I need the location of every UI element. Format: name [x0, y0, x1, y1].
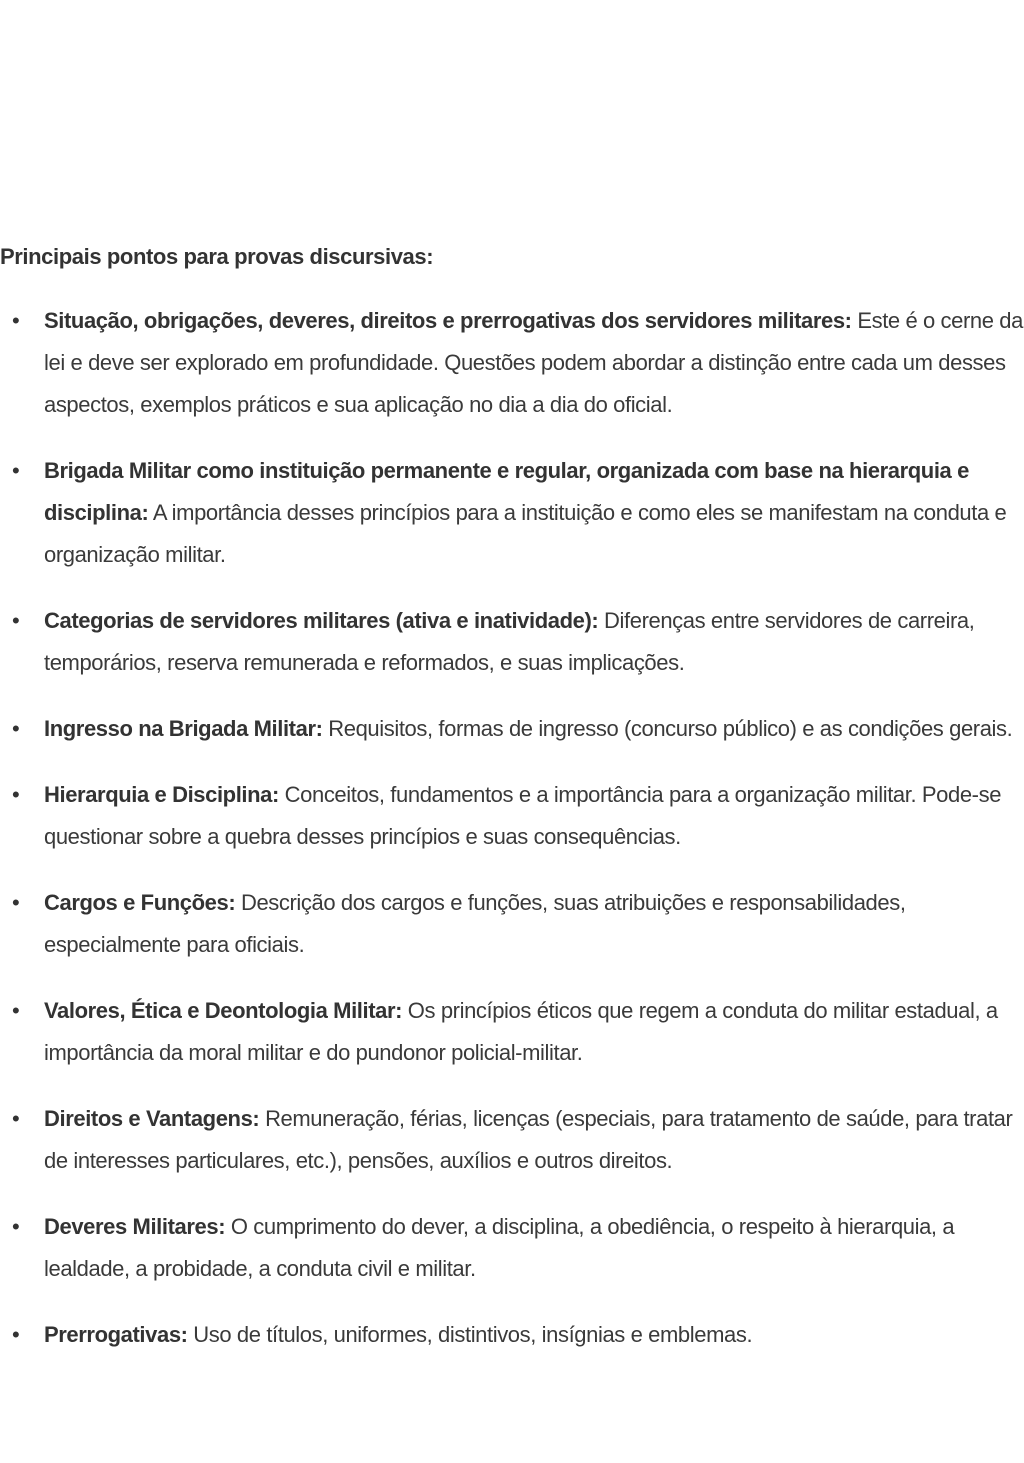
bullet-icon: •	[12, 1106, 20, 1131]
point-text: Remuneração, férias, licenças (especiais, para tratamento de saúde, para tratar de interesses particulares, etc.), pensões, auxílios e outros direitos.	[44, 1106, 1013, 1173]
bullet-icon: •	[12, 1322, 20, 1347]
list-item	[0, 1098, 1024, 1182]
point-title: Cargos e Funções:	[44, 890, 236, 915]
bullet-icon: •	[12, 308, 20, 333]
list-item	[0, 1206, 1024, 1290]
point-title: Deveres Militares:	[44, 1214, 226, 1239]
point-title: Ingresso na Brigada Militar:	[44, 716, 323, 741]
point-text: Diferenças entre servidores de carreira, temporários, reserva remunerada e reformados, e suas implicações.	[44, 608, 975, 675]
point-title: Valores, Ética e Deontologia Militar:	[44, 998, 403, 1023]
point-text: O cumprimento do dever, a disciplina, a obediência, o respeito à hierarquia, a lealdade, a probidade, a conduta civil e militar.	[44, 1214, 955, 1281]
list-item	[0, 708, 1024, 750]
document-body	[0, 236, 1024, 1380]
point-text: Requisitos, formas de ingresso (concurso público) e as condições gerais.	[328, 716, 1013, 741]
bullet-icon: •	[12, 890, 20, 915]
point-text: Uso de títulos, uniformes, distintivos, insígnias e emblemas.	[193, 1322, 753, 1347]
point-title: Prerrogativas:	[44, 1322, 188, 1347]
bullet-icon: •	[12, 608, 20, 633]
point-title: Situação, obrigações, deveres, direitos e prerrogativas dos servidores militares:	[44, 308, 852, 333]
point-text: Este é o cerne da lei e deve ser explorado em profundidade. Questões podem abordar a distinção entre cada um desses aspectos, exemplos práticos e sua aplicação no dia a dia do oficial.	[44, 308, 1023, 417]
point-title: Categorias de servidores militares (ativa e inatividade):	[44, 608, 599, 633]
section-heading: Principais pontos para provas discursivas:	[0, 244, 434, 269]
list-item	[0, 450, 1024, 576]
list-item	[0, 882, 1024, 966]
bullet-icon: •	[12, 458, 20, 483]
bullet-icon: •	[12, 716, 20, 741]
point-title: Hierarquia e Disciplina:	[44, 782, 279, 807]
key-points-list	[0, 300, 1024, 1356]
list-item	[0, 990, 1024, 1074]
point-title: Brigada Militar como instituição permanente e regular, organizada com base na hierarquia e disciplina:	[44, 458, 969, 525]
list-item	[0, 1314, 1024, 1356]
point-text: Conceitos, fundamentos e a importância para a organização militar. Pode-se questionar sobre a quebra desses princípios e suas consequências.	[44, 782, 1002, 849]
bullet-icon: •	[12, 998, 20, 1023]
bullet-icon: •	[12, 1214, 20, 1239]
point-text: Descrição dos cargos e funções, suas atribuições e responsabilidades, especialmente para oficiais.	[44, 890, 906, 957]
point-text: Os princípios éticos que regem a conduta do militar estadual, a importância da moral militar e do pundonor policial-militar.	[44, 998, 998, 1065]
point-title: Direitos e Vantagens:	[44, 1106, 260, 1131]
list-item	[0, 300, 1024, 426]
list-item	[0, 600, 1024, 684]
bullet-icon: •	[12, 782, 20, 807]
list-item	[0, 774, 1024, 858]
point-text: A importância desses princípios para a instituição e como eles se manifestam na conduta e organização militar.	[44, 500, 1007, 567]
